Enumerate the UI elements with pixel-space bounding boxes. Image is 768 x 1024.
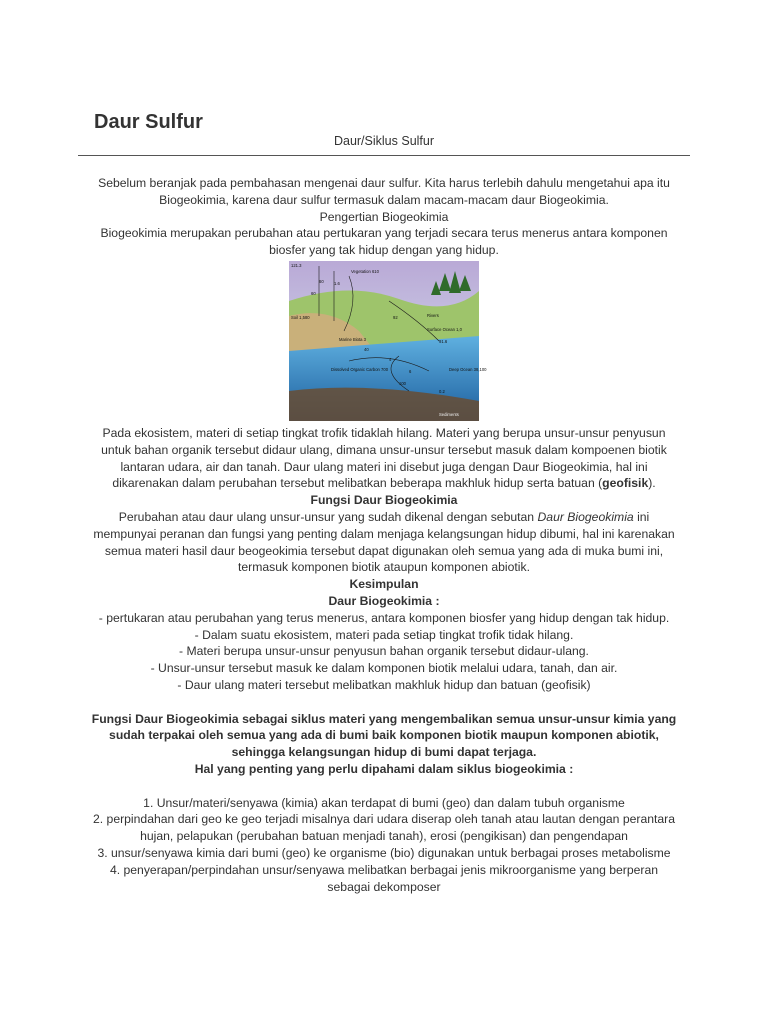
figure-label-marine-biota: Marine Biota 3 (339, 336, 366, 342)
figure-label-4: 4 (389, 356, 392, 362)
figure-label-sediments: Sediments (439, 411, 459, 417)
spacer (90, 778, 678, 795)
list-item: - Dalam suatu ekosistem, materi pada setiap tingkat trofik tidak hilang. (194, 627, 574, 642)
page-subtitle: Daur/Siklus Sulfur (333, 134, 435, 148)
heading-fungsi: Fungsi Daur Biogeokimia (310, 493, 458, 508)
figure-label-soil: Soil 1,580 (291, 314, 310, 320)
list-item: - Unsur-unsur tersebut masuk ke dalam komponen biotik melalui udara, tanah, dan air. (150, 661, 618, 676)
article-body (90, 175, 678, 895)
fungsi-paragraph: Perubahan atau daur ulang unsur-unsur yang sudah dikenal dengan sebutan Daur Biogeokimia ini mempunyai peranan dan fungsi yang penting dalam menjaga kelangsungan hidup dibumi, hal ini karenakan semua materi hasil daur beogeokimia tersebut dapat digunakan oleh semua yang ada di muka bumi ini, termasuk komponen biotik ataupun komponen abiotik. (93, 509, 675, 575)
heading-pengertian: Pengertian Biogeokimia (319, 209, 449, 224)
hal-penting-heading: Hal yang penting yang perlu dipahami dalam siklus biogeokimia : (194, 761, 574, 776)
heading-kesimpulan: Kesimpulan (349, 577, 419, 592)
figure-label-6: 6 (409, 368, 412, 374)
list-item: - pertukaran atau perubahan yang terus menerus, antara komponen biosfer yang hidup dengan tak hidup. (98, 610, 670, 625)
definition-paragraph: Biogeokimia merupakan perubahan atau pertukaran yang terjadi secara terus menerus antara komponen biosfer yang tak hidup dengan yang hidup. (100, 226, 668, 258)
page-title: Daur Sulfur (94, 111, 203, 133)
figure-label-60a: 60 (319, 278, 324, 284)
figure-label-40: 40 (364, 346, 369, 352)
intro-paragraph: Sebelum beranjak pada pembahasan mengenai daur sulfur. Kita harus terlebih dahulu mengetahui apa itu Biogeokimia, karena daur sulfur termasuk dalam macam-macam daur Biogeokimia. (98, 176, 670, 207)
figure-label-0-2: 0.2 (439, 388, 445, 394)
figure-label-91-6: 91.6 (439, 338, 448, 344)
list-item: - Daur ulang materi tersebut melibatkan makhluk hidup dan batuan (geofisik) (177, 677, 591, 692)
biogeochemical-cycle-figure (289, 261, 487, 421)
title-divider (78, 155, 690, 156)
list-item: - Materi berupa unsur-unsur penyusun bahan organik tersebut didaur-ulang. (179, 644, 589, 659)
figure-label-1-6: 1.6 (334, 280, 340, 286)
figure-label-100: 100 (399, 380, 406, 386)
figure-label-deep-ocean: Deep Ocean 38,100 (449, 366, 487, 372)
numbered-point: 1. Unsur/materi/senyawa (kimia) akan terdapat di bumi (geo) dan dalam tubuh organisme (143, 795, 625, 810)
numbered-point: 4. penyerapan/perpindahan unsur/senyawa melibatkan berbagai jenis mikroorganisme yang berperan sebagai dekomposer (109, 862, 659, 894)
figure-label-60b: 60 (311, 290, 316, 296)
figure-label-top: 121.3 (291, 262, 302, 268)
numbered-point: 3. unsur/senyawa kimia dari bumi (geo) ke organisme (bio) digunakan untuk berbagai proses metabolisme (97, 845, 671, 860)
fungsi-bold-paragraph: Fungsi Daur Biogeokimia sebagai siklus materi yang mengembalikan semua unsur-unsur kimia yang sudah terpakai oleh semua yang ada di bumi baik komponen biotik maupun komponen abiotik, sehingga kelangsungan hidup di bumi dapat terjaga. (91, 711, 677, 760)
figure-label-vegetation: Vegetation 610 (351, 268, 379, 274)
figure-label-dissolved: Dissolved Organic Carbon 700 (331, 366, 389, 372)
spacer (90, 694, 678, 711)
figure-label-92: 92 (393, 314, 398, 320)
subheading-daur: Daur Biogeokimia : (328, 593, 440, 608)
figure-label-rivers: Rivers (427, 312, 439, 318)
ecosystem-paragraph: Pada ekosistem, materi di setiap tingkat trofik tidaklah hilang. Materi yang berupa unsur-unsur penyusun untuk bahan organik tersebut didaur ulang, dimana unsur-unsur tersebut masuk dalam kompoenen biotik lantaran udara, air dan tanah. Daur ulang materi ini disebut juga dengan Daur Biogeokimia, hal ini dikarenakan dalam perubahan tersebut melibatkan beberapa makhluk hidup serta batuan (geofisik). (101, 425, 667, 491)
numbered-point: 2. perpindahan dari geo ke geo terjadi misalnya dari udara diserap oleh tanah atau lautan dengan perantara hujan, pelapukan (perubahan batuan menjadi tanah), erosi (pengikisan) dan pengendapan (92, 812, 676, 844)
figure-label-surface-ocean: Surface Ocean 1,0 (427, 326, 462, 332)
